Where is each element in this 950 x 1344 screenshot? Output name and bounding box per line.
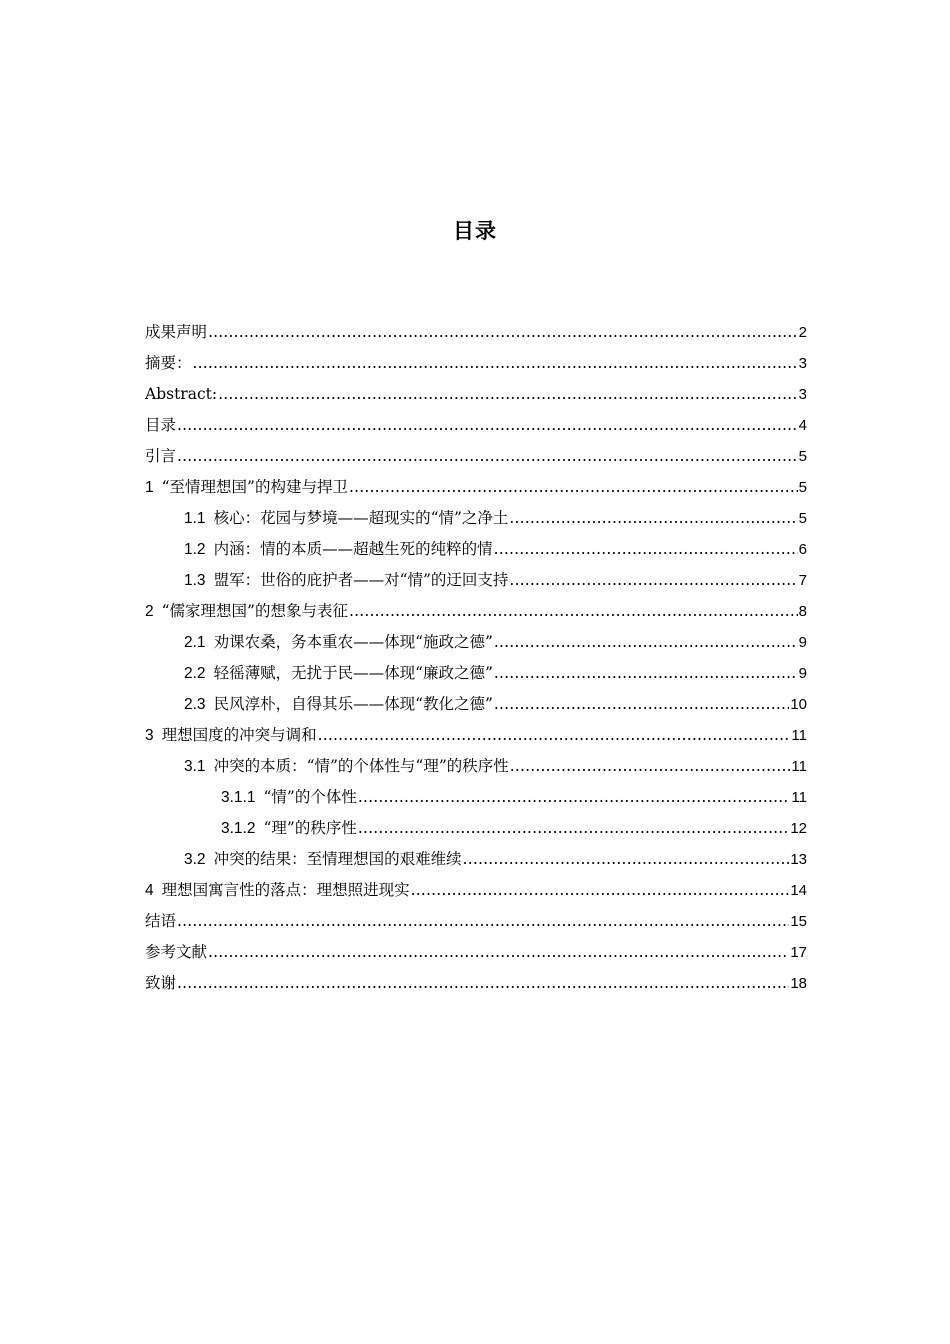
toc-entry-page-number: 2 [798, 324, 807, 341]
dot-leader [463, 844, 790, 875]
toc-entry-page-number: 6 [798, 541, 807, 558]
toc-entry-page-number: 13 [790, 851, 807, 868]
toc-entry-title: Abstract: [145, 385, 218, 403]
toc-entry[interactable] [145, 689, 807, 720]
toc-entry-title: 理想国寓言性的落点：理想照进现实 [161, 881, 410, 899]
toc-entry[interactable] [145, 906, 807, 937]
toc-entry-title: 冲突的结果：至情理想国的艰难维续 [213, 850, 462, 868]
dot-leader [208, 317, 798, 348]
dot-leader [494, 658, 798, 689]
toc-entry-page-number: 5 [798, 510, 807, 527]
toc-entry-title: 内涵：情的本质——超越生死的纯粹的情 [213, 540, 493, 558]
toc-entry[interactable] [145, 782, 807, 813]
toc-entry-number: 3.1 [184, 758, 206, 775]
toc-entry[interactable] [145, 844, 807, 875]
toc-entry-title: 引言 [145, 447, 177, 465]
toc-entry-number: 1.3 [184, 572, 206, 589]
dot-leader [349, 472, 798, 503]
toc-entry[interactable] [145, 720, 807, 751]
toc-entry-page-number: 18 [790, 975, 807, 992]
toc-entry-number: 3.1.1 [221, 789, 256, 806]
dot-leader [177, 968, 789, 999]
dot-leader [208, 937, 789, 968]
toc-entry-page-number: 14 [790, 882, 807, 899]
toc-entry[interactable] [145, 503, 807, 534]
toc-entry-number: 2.1 [184, 634, 206, 651]
toc-entry-number: 1.1 [184, 510, 206, 527]
toc-entry[interactable] [145, 813, 807, 844]
toc-entry-title: 劝课农桑，务本重农——体现“施政之德” [213, 633, 493, 651]
page-title: 目录 [453, 219, 497, 243]
dot-leader [494, 689, 789, 720]
toc-entry-page-number: 9 [798, 634, 807, 651]
toc-entry-page-number: 8 [798, 603, 807, 620]
dot-leader [318, 720, 791, 751]
toc-entry-page-number: 7 [798, 572, 807, 589]
toc-entry[interactable] [145, 472, 807, 503]
toc-entry-title: 致谢 [145, 974, 177, 992]
toc-entry-number: 2.2 [184, 665, 206, 682]
toc-entry[interactable] [145, 968, 807, 999]
dot-leader [494, 627, 798, 658]
toc-entry[interactable] [145, 658, 807, 689]
toc-entry-page-number: 17 [790, 944, 807, 961]
toc-entry-title: 成果声明 [145, 323, 208, 341]
toc-entry-title: “情”的个体性 [263, 788, 357, 806]
toc-entry-number: 1 [145, 479, 154, 496]
toc-entry-title: 民风淳朴，自得其乐——体现“教化之德” [213, 695, 493, 713]
toc-entry[interactable] [145, 534, 807, 565]
toc-entry-page-number: 11 [791, 789, 807, 806]
dot-leader [177, 441, 798, 472]
dot-leader [177, 906, 789, 937]
toc-entry[interactable] [145, 751, 807, 782]
dot-leader [494, 534, 798, 565]
toc-entry[interactable] [145, 379, 807, 410]
toc-entry-title: 结语 [145, 912, 177, 930]
dot-leader [509, 503, 797, 534]
toc-entry[interactable] [145, 875, 807, 906]
dot-leader [218, 379, 798, 410]
toc-entry-title: 摘要： [145, 354, 192, 372]
toc-entry-page-number: 15 [790, 913, 807, 930]
toc-entry-page-number: 3 [798, 355, 807, 372]
table-of-contents [145, 317, 807, 999]
dot-leader [193, 348, 798, 379]
toc-entry-page-number: 11 [791, 727, 807, 744]
toc-entry-title: “理”的秩序性 [263, 819, 357, 837]
toc-entry-page-number: 10 [790, 696, 807, 713]
dot-leader [358, 813, 789, 844]
toc-entry[interactable] [145, 410, 807, 441]
toc-entry-number: 3 [145, 727, 154, 744]
toc-entry[interactable] [145, 627, 807, 658]
dot-leader [349, 596, 798, 627]
toc-entry-title: 冲突的本质：“情”的个体性与“理”的秩序性 [213, 757, 509, 775]
toc-entry-number: 1.2 [184, 541, 206, 558]
dot-leader [411, 875, 790, 906]
toc-entry-number: 2 [145, 603, 154, 620]
toc-entry-title: “儒家理想国”的想象与表征 [161, 602, 348, 620]
toc-entry-number: 2.3 [184, 696, 206, 713]
dot-leader [510, 751, 791, 782]
toc-entry-page-number: 12 [790, 820, 807, 837]
toc-entry-number: 3.1.2 [221, 820, 256, 837]
toc-entry[interactable] [145, 596, 807, 627]
toc-entry-page-number: 4 [798, 417, 807, 434]
toc-entry[interactable] [145, 317, 807, 348]
toc-entry-title: 参考文献 [145, 943, 208, 961]
toc-entry-title: 目录 [145, 416, 177, 434]
dot-leader [177, 410, 798, 441]
toc-entry[interactable] [145, 348, 807, 379]
toc-entry[interactable] [145, 565, 807, 596]
toc-entry-title: “至情理想国”的构建与捍卫 [161, 478, 348, 496]
toc-entry-title: 盟军：世俗的庇护者——对“情”的迂回支持 [213, 571, 509, 589]
toc-entry-page-number: 5 [798, 479, 807, 496]
toc-entry[interactable] [145, 937, 807, 968]
toc-entry-title: 核心：花园与梦境——超现实的“情”之净土 [213, 509, 509, 527]
toc-entry-title: 理想国度的冲突与调和 [161, 726, 317, 744]
dot-leader [509, 565, 797, 596]
toc-entry-number: 4 [145, 882, 154, 899]
toc-entry-number: 3.2 [184, 851, 206, 868]
toc-entry[interactable] [145, 441, 807, 472]
toc-entry-page-number: 9 [798, 665, 807, 682]
toc-entry-title: 轻徭薄赋，无扰于民——体现“廉政之德” [213, 664, 493, 682]
toc-entry-page-number: 11 [791, 758, 807, 775]
toc-entry-page-number: 5 [798, 448, 807, 465]
toc-entry-page-number: 3 [798, 386, 807, 403]
dot-leader [358, 782, 791, 813]
